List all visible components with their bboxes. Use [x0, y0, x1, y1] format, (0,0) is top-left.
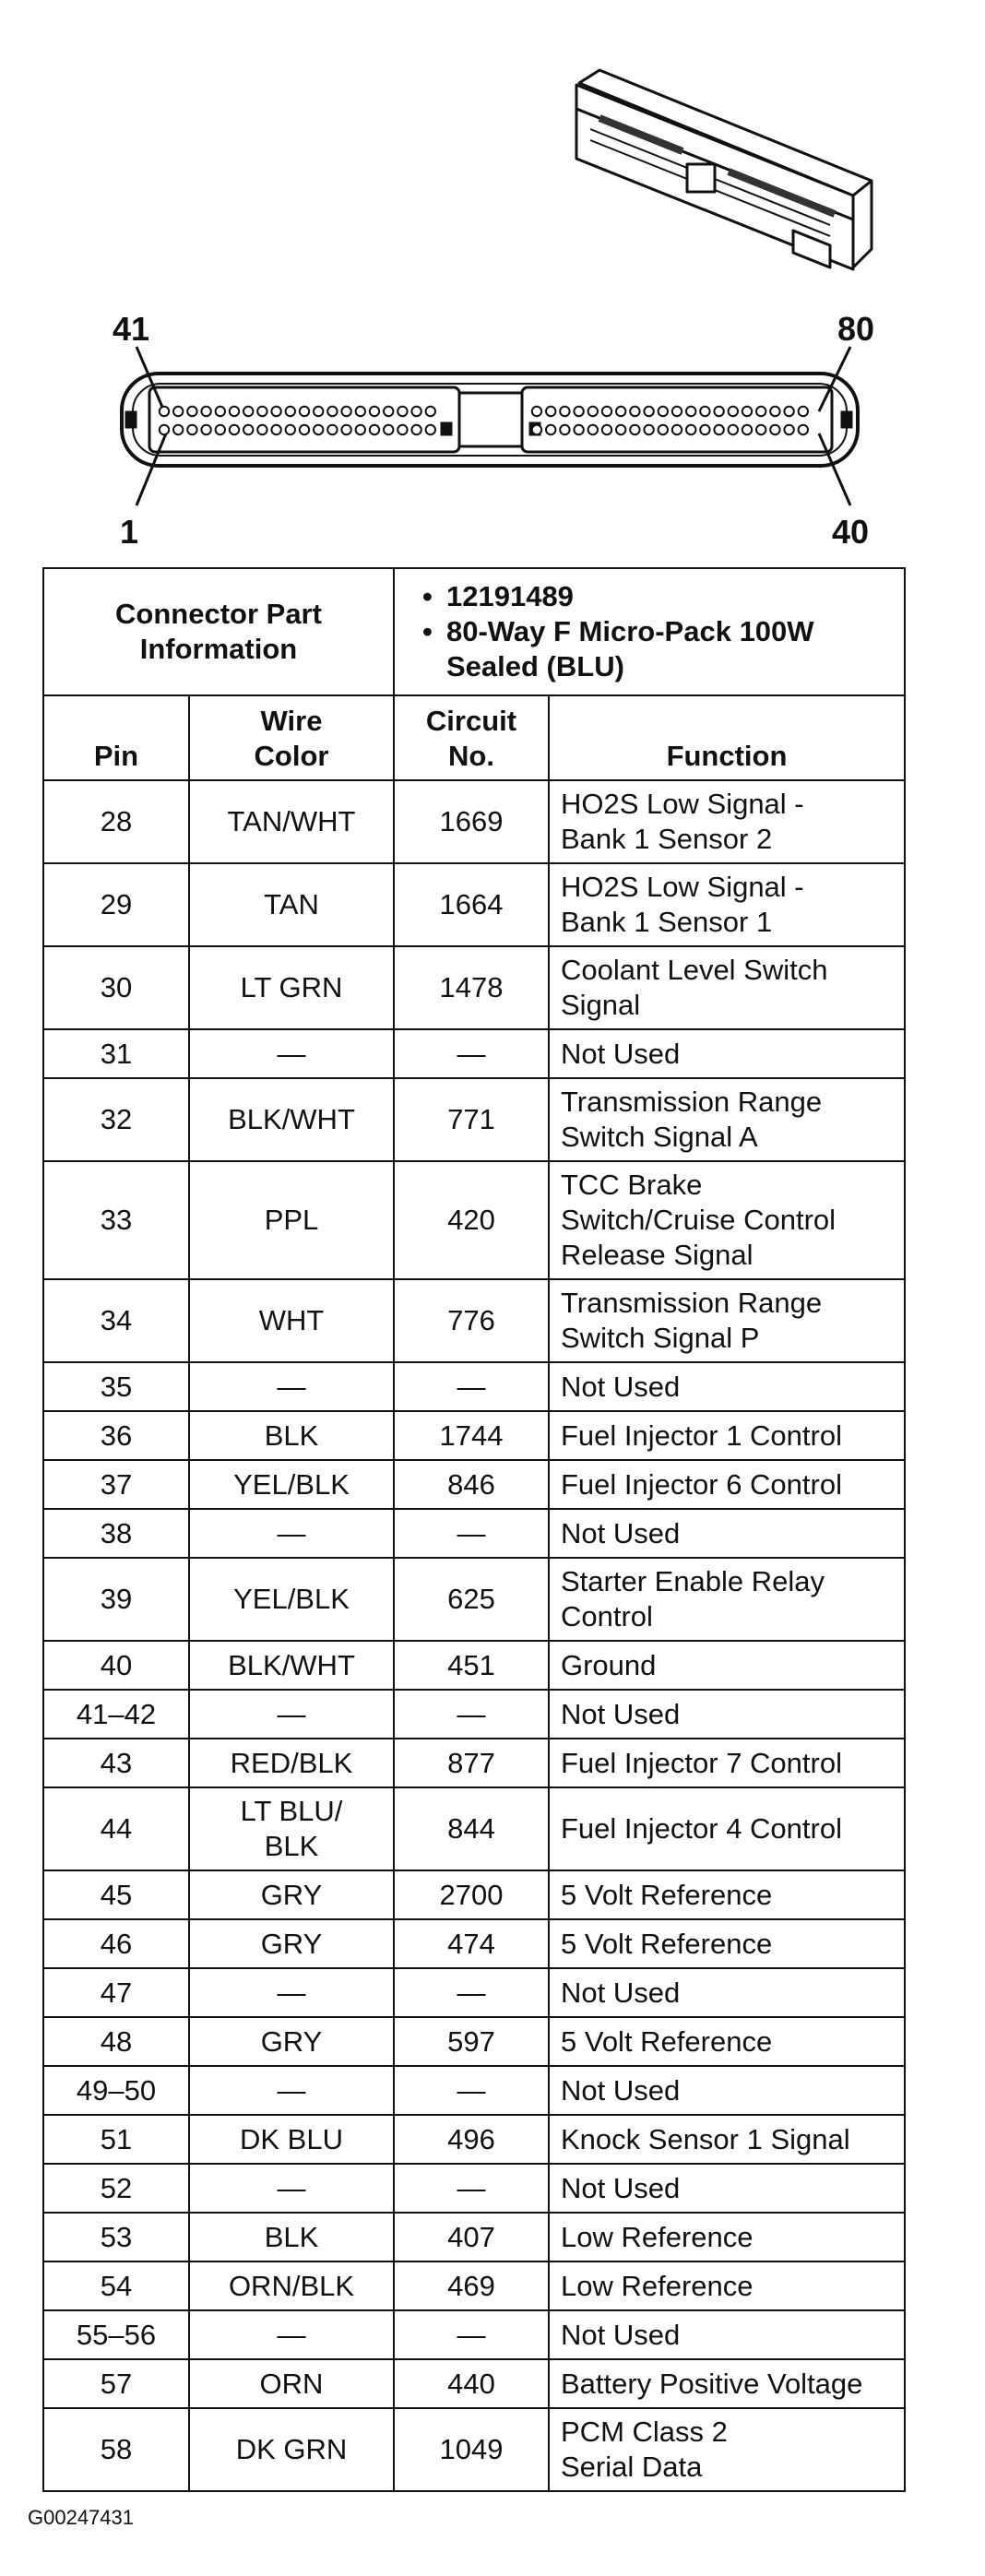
circuit-no-cell: 469: [394, 2261, 549, 2310]
pin-hole: [630, 407, 639, 416]
table-row: [43, 946, 905, 1029]
pinout-table: [42, 567, 906, 2492]
circuit-no-cell: —: [394, 1690, 549, 1739]
circuit-no-cell: 1049: [394, 2408, 549, 2491]
pin-hole: [799, 407, 808, 416]
wire-color-cell: YEL/BLK: [189, 1558, 394, 1641]
pin-label-41: 41: [113, 310, 150, 348]
table-row: [43, 1362, 905, 1411]
function-cell: 5 Volt Reference: [549, 1919, 905, 1968]
wire-color-cell: —: [189, 2066, 394, 2115]
circuit-no-cell: 451: [394, 1641, 549, 1690]
pin-cell: 31: [43, 1029, 189, 1078]
pin-hole: [426, 407, 435, 416]
function-cell: Low Reference: [549, 2213, 905, 2261]
wire-color-cell: TAN/WHT: [189, 780, 394, 863]
wire-color-cell: —: [189, 2164, 394, 2213]
table-row: [43, 863, 905, 946]
pin-hole: [271, 425, 280, 434]
pin-hole: [271, 407, 280, 416]
pin-hole: [784, 425, 793, 434]
pin-hole: [546, 425, 555, 434]
pin-cell: 32: [43, 1078, 189, 1161]
table-row: [43, 2017, 905, 2066]
pin-hole: [659, 425, 668, 434]
circuit-no-cell: 776: [394, 1279, 549, 1362]
pin-cell: 43: [43, 1739, 189, 1787]
pin-cell: 45: [43, 1870, 189, 1919]
pin-cell: 29: [43, 863, 189, 946]
table-row: [43, 1161, 905, 1279]
wire-color-cell: BLK: [189, 2213, 394, 2261]
pin-hole: [560, 425, 569, 434]
function-cell: Not Used: [549, 1029, 905, 1078]
pin-cell: 52: [43, 2164, 189, 2213]
pin-hole: [560, 407, 569, 416]
connector-diagram: [0, 0, 985, 567]
circuit-no-cell: 1744: [394, 1411, 549, 1460]
pin-hole: [742, 425, 752, 434]
wire-color-cell: —: [189, 1968, 394, 2017]
pin-hole: [714, 425, 723, 434]
pin-cell: 48: [43, 2017, 189, 2066]
column-header-row: [43, 695, 905, 780]
function-cell: Not Used: [549, 1362, 905, 1411]
connector-part-info: [394, 568, 905, 695]
part-number: • 12191489: [422, 579, 893, 614]
pin-hole: [644, 425, 653, 434]
pin-hole: [300, 407, 309, 416]
circuit-no-cell: 420: [394, 1161, 549, 1279]
circuit-no-cell: 407: [394, 2213, 549, 2261]
pin-hole: [574, 425, 583, 434]
table-row: [43, 1690, 905, 1739]
pin-hole: [630, 425, 639, 434]
pin-hole: [770, 425, 779, 434]
pin-hole: [201, 425, 210, 434]
circuit-no-cell: 2700: [394, 1870, 549, 1919]
pin-hole: [327, 425, 337, 434]
circuit-no-cell: 1478: [394, 946, 549, 1029]
wire-color-cell: GRY: [189, 1919, 394, 1968]
pin-hole: [230, 425, 239, 434]
function-cell: Not Used: [549, 1509, 905, 1558]
connector-part-info-label: Connector Part Information: [43, 568, 394, 695]
pin-hole: [426, 425, 435, 434]
table-row: [43, 2261, 905, 2310]
wire-color-cell: —: [189, 1690, 394, 1739]
wire-color-cell: BLK/WHT: [189, 1078, 394, 1161]
connector-3d-icon: [576, 70, 872, 269]
pin-hole: [173, 407, 183, 416]
circuit-no-cell: —: [394, 1362, 549, 1411]
circuit-no-cell: —: [394, 2310, 549, 2359]
circuit-no-cell: 1664: [394, 863, 549, 946]
pin-hole: [327, 407, 337, 416]
function-cell: 5 Volt Reference: [549, 1870, 905, 1919]
pin-cell: 58: [43, 2408, 189, 2491]
pin-label-40: 40: [832, 513, 870, 551]
function-cell: Not Used: [549, 2164, 905, 2213]
pin-hole: [257, 407, 267, 416]
circuit-no-cell: 440: [394, 2359, 549, 2408]
pin-hole: [243, 407, 253, 416]
pin-label-1: 1: [120, 513, 139, 551]
table-row: [43, 1029, 905, 1078]
circuit-no-cell: 496: [394, 2115, 549, 2164]
table-row: [43, 2066, 905, 2115]
pin-hole: [341, 425, 350, 434]
pin-hole: [686, 425, 695, 434]
table-row: [43, 1787, 905, 1870]
pin-hole: [742, 407, 752, 416]
pin-hole: [201, 407, 210, 416]
pin-hole: [602, 425, 611, 434]
circuit-no-cell: —: [394, 1029, 549, 1078]
function-cell: Coolant Level Switch Signal: [549, 946, 905, 1029]
circuit-no-cell: 474: [394, 1919, 549, 1968]
table-row: [43, 1558, 905, 1641]
function-cell: Fuel Injector 7 Control: [549, 1739, 905, 1787]
pin-hole: [546, 407, 555, 416]
table-row: [43, 1739, 905, 1787]
col-header-wire-color: Wire Color: [189, 695, 394, 780]
wire-color-cell: YEL/BLK: [189, 1460, 394, 1509]
pin-hole: [799, 425, 808, 434]
wire-color-cell: ORN/BLK: [189, 2261, 394, 2310]
table-row: [43, 780, 905, 863]
function-cell: Not Used: [549, 2310, 905, 2359]
table-row: [43, 2359, 905, 2408]
pin-hole: [187, 407, 196, 416]
pin-hole: [602, 407, 611, 416]
table-row: [43, 2213, 905, 2261]
pin-hole: [714, 407, 723, 416]
function-cell: Low Reference: [549, 2261, 905, 2310]
table-row: [43, 1641, 905, 1690]
circuit-no-cell: —: [394, 1509, 549, 1558]
connector-pins: [160, 407, 808, 434]
table-row: [43, 1509, 905, 1558]
function-cell: Transmission Range Switch Signal A: [549, 1078, 905, 1161]
pin-hole: [314, 407, 323, 416]
part-description: • 80-Way F Micro-Pack 100W Sealed (BLU): [422, 614, 893, 684]
wire-color-cell: RED/BLK: [189, 1739, 394, 1787]
function-cell: Battery Positive Voltage: [549, 2359, 905, 2408]
wire-color-cell: —: [189, 2310, 394, 2359]
wire-color-cell: —: [189, 1362, 394, 1411]
function-cell: Fuel Injector 4 Control: [549, 1787, 905, 1870]
pin-hole: [384, 425, 393, 434]
pin-hole: [616, 407, 625, 416]
pin-cell: 34: [43, 1279, 189, 1362]
pin-hole: [770, 407, 779, 416]
pin-hole: [384, 407, 393, 416]
pin-hole: [187, 425, 196, 434]
circuit-no-cell: —: [394, 1968, 549, 2017]
pin-cell: 41–42: [43, 1690, 189, 1739]
circuit-no-cell: —: [394, 2066, 549, 2115]
function-cell: Not Used: [549, 2066, 905, 2115]
wire-color-cell: —: [189, 1509, 394, 1558]
pin-hole: [411, 425, 421, 434]
circuit-no-cell: 877: [394, 1739, 549, 1787]
pin-hole: [588, 425, 598, 434]
table-row: [43, 1078, 905, 1161]
figure-id: G00247431: [28, 2506, 134, 2529]
function-cell: Ground: [549, 1641, 905, 1690]
pin-hole: [574, 407, 583, 416]
pin-hole: [756, 425, 765, 434]
circuit-no-cell: 597: [394, 2017, 549, 2066]
wire-color-cell: GRY: [189, 2017, 394, 2066]
pin-hole: [686, 407, 695, 416]
pin-hole: [672, 425, 682, 434]
circuit-no-cell: 625: [394, 1558, 549, 1641]
pin-cell: 28: [43, 780, 189, 863]
wire-color-cell: LT BLU/ BLK: [189, 1787, 394, 1870]
col-header-circuit-no: Circuit No.: [394, 695, 549, 780]
pin-hole: [532, 407, 541, 416]
wire-color-cell: WHT: [189, 1279, 394, 1362]
pin-hole: [160, 425, 169, 434]
pin-label-80: 80: [837, 310, 875, 348]
pin-hole: [230, 407, 239, 416]
table-row: [43, 1460, 905, 1509]
pin-cell: 33: [43, 1161, 189, 1279]
function-cell: Starter Enable Relay Control: [549, 1558, 905, 1641]
wire-color-cell: DK BLU: [189, 2115, 394, 2164]
pin-hole: [286, 425, 295, 434]
wire-color-cell: —: [189, 1029, 394, 1078]
wire-color-cell: BLK: [189, 1411, 394, 1460]
table-row: [43, 2115, 905, 2164]
table-row: [43, 2164, 905, 2213]
circuit-no-cell: 771: [394, 1078, 549, 1161]
pin-cell: 57: [43, 2359, 189, 2408]
wire-color-cell: TAN: [189, 863, 394, 946]
pin-cell: 46: [43, 1919, 189, 1968]
col-header-pin: Pin: [43, 695, 189, 780]
pin-cell: 36: [43, 1411, 189, 1460]
wire-color-cell: GRY: [189, 1870, 394, 1919]
pin-hole: [644, 407, 653, 416]
pin-hole: [398, 425, 407, 434]
function-cell: Not Used: [549, 1690, 905, 1739]
table-row: [43, 1411, 905, 1460]
function-cell: Transmission Range Switch Signal P: [549, 1279, 905, 1362]
pin-cell: 44: [43, 1787, 189, 1870]
pin-cell: 47: [43, 1968, 189, 2017]
pin-hole: [356, 425, 365, 434]
pin-hole: [729, 407, 738, 416]
pin-hole: [286, 407, 295, 416]
table-row: [43, 2408, 905, 2491]
pin-cell: 55–56: [43, 2310, 189, 2359]
wire-color-cell: ORN: [189, 2359, 394, 2408]
pin-hole: [532, 425, 541, 434]
pin-hole: [370, 425, 379, 434]
pin-hole: [370, 407, 379, 416]
wire-color-cell: DK GRN: [189, 2408, 394, 2491]
pin-cell: 37: [43, 1460, 189, 1509]
pin-hole: [300, 425, 309, 434]
pin-cell: 51: [43, 2115, 189, 2164]
function-cell: Knock Sensor 1 Signal: [549, 2115, 905, 2164]
pin-hole: [398, 407, 407, 416]
circuit-no-cell: 1669: [394, 780, 549, 863]
function-cell: PCM Class 2 Serial Data: [549, 2408, 905, 2491]
wire-color-cell: PPL: [189, 1161, 394, 1279]
pin-cell: 54: [43, 2261, 189, 2310]
function-cell: TCC Brake Switch/Cruise Control Release Signal: [549, 1161, 905, 1279]
pin-hole: [341, 407, 350, 416]
circuit-no-cell: —: [394, 2164, 549, 2213]
pin-cell: 30: [43, 946, 189, 1029]
table-row: [43, 1968, 905, 2017]
col-header-function: Function: [549, 695, 905, 780]
pin-hole: [356, 407, 365, 416]
pin-cell: 38: [43, 1509, 189, 1558]
circuit-no-cell: 844: [394, 1787, 549, 1870]
table-row: [43, 1279, 905, 1362]
function-cell: 5 Volt Reference: [549, 2017, 905, 2066]
pin-hole: [216, 407, 225, 416]
function-cell: Not Used: [549, 1968, 905, 2017]
pin-hole: [659, 407, 668, 416]
table-row: [43, 2310, 905, 2359]
pin-hole: [700, 425, 709, 434]
wire-color-cell: LT GRN: [189, 946, 394, 1029]
pin-hole: [784, 407, 793, 416]
pin-hole: [243, 425, 253, 434]
table-row: [43, 1919, 905, 1968]
pin-hole: [729, 425, 738, 434]
pin-cell: 39: [43, 1558, 189, 1641]
pin-cell: 49–50: [43, 2066, 189, 2115]
wire-color-cell: BLK/WHT: [189, 1641, 394, 1690]
pin-hole: [756, 407, 765, 416]
pin-hole: [314, 425, 323, 434]
function-cell: Fuel Injector 1 Control: [549, 1411, 905, 1460]
pin-hole: [257, 425, 267, 434]
pin-hole: [700, 407, 709, 416]
pin-hole: [672, 407, 682, 416]
pin-hole: [616, 425, 625, 434]
pin-hole: [160, 407, 169, 416]
pin-hole: [411, 407, 421, 416]
pin-cell: 53: [43, 2213, 189, 2261]
pin-hole: [216, 425, 225, 434]
function-cell: HO2S Low Signal - Bank 1 Sensor 1: [549, 863, 905, 946]
pin-hole: [588, 407, 598, 416]
table-row: [43, 1870, 905, 1919]
pin-cell: 40: [43, 1641, 189, 1690]
pin-cell: 35: [43, 1362, 189, 1411]
info-row: [43, 568, 905, 695]
circuit-no-cell: 846: [394, 1460, 549, 1509]
pin-hole: [173, 425, 183, 434]
function-cell: Fuel Injector 6 Control: [549, 1460, 905, 1509]
function-cell: HO2S Low Signal - Bank 1 Sensor 2: [549, 780, 905, 863]
